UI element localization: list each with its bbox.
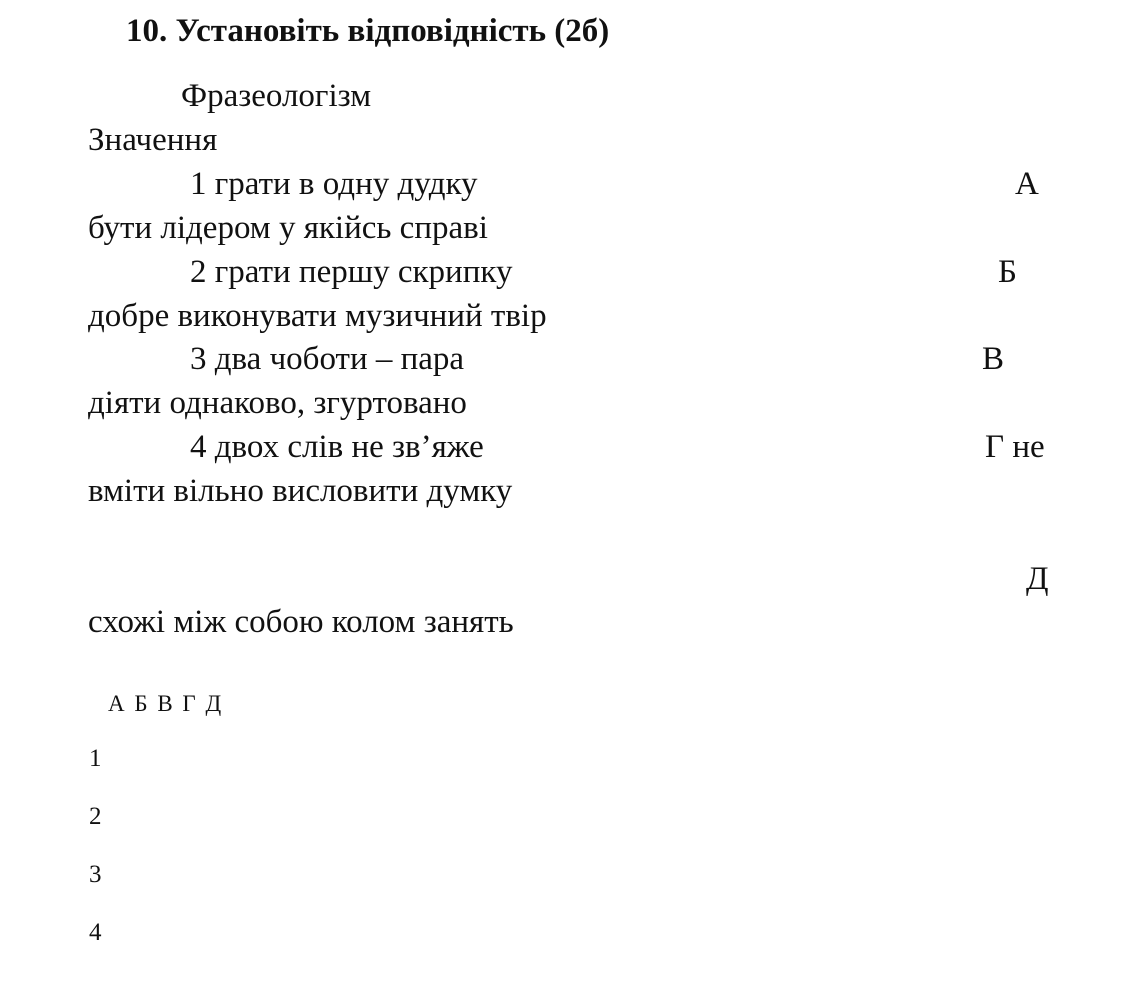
- answer-grid-header: А Б В Г Д: [108, 691, 224, 716]
- meaning-d: схожі між собою колом занять: [88, 604, 514, 640]
- phrase-1: 1 грати в одну дудку: [190, 166, 478, 202]
- answer-grid-row-4: 4: [89, 919, 102, 946]
- phrase-2: 2 грати першу скрипку: [190, 254, 513, 290]
- option-letter-d: Д: [1026, 561, 1049, 597]
- meaning-b: добре виконувати музичний твір: [88, 298, 547, 334]
- option-letter-b: Б: [998, 254, 1017, 290]
- answer-grid-row-3: 3: [89, 861, 102, 888]
- meaning-g: вміти вільно висловити думку: [88, 473, 513, 509]
- answer-grid-row-2: 2: [89, 803, 102, 830]
- phrase-3: 3 два чоботи – пара: [190, 341, 465, 377]
- meaning-a: бути лідером у якійсь справі: [88, 210, 488, 246]
- phrase-4: 4 двох слів не зв’яже: [190, 429, 484, 465]
- answer-grid-row-1: 1: [89, 745, 102, 772]
- option-letter-v: В: [982, 341, 1005, 377]
- meaning-v: діяти однаково, згуртовано: [88, 385, 467, 421]
- option-letter-a: А: [1015, 166, 1039, 202]
- meaning-header: Значення: [88, 122, 218, 158]
- option-letter-g: Г не: [985, 429, 1045, 465]
- task-title: 10. Установіть відповідність (2б): [126, 13, 610, 49]
- phraseology-header: Фразеологізм: [181, 78, 372, 114]
